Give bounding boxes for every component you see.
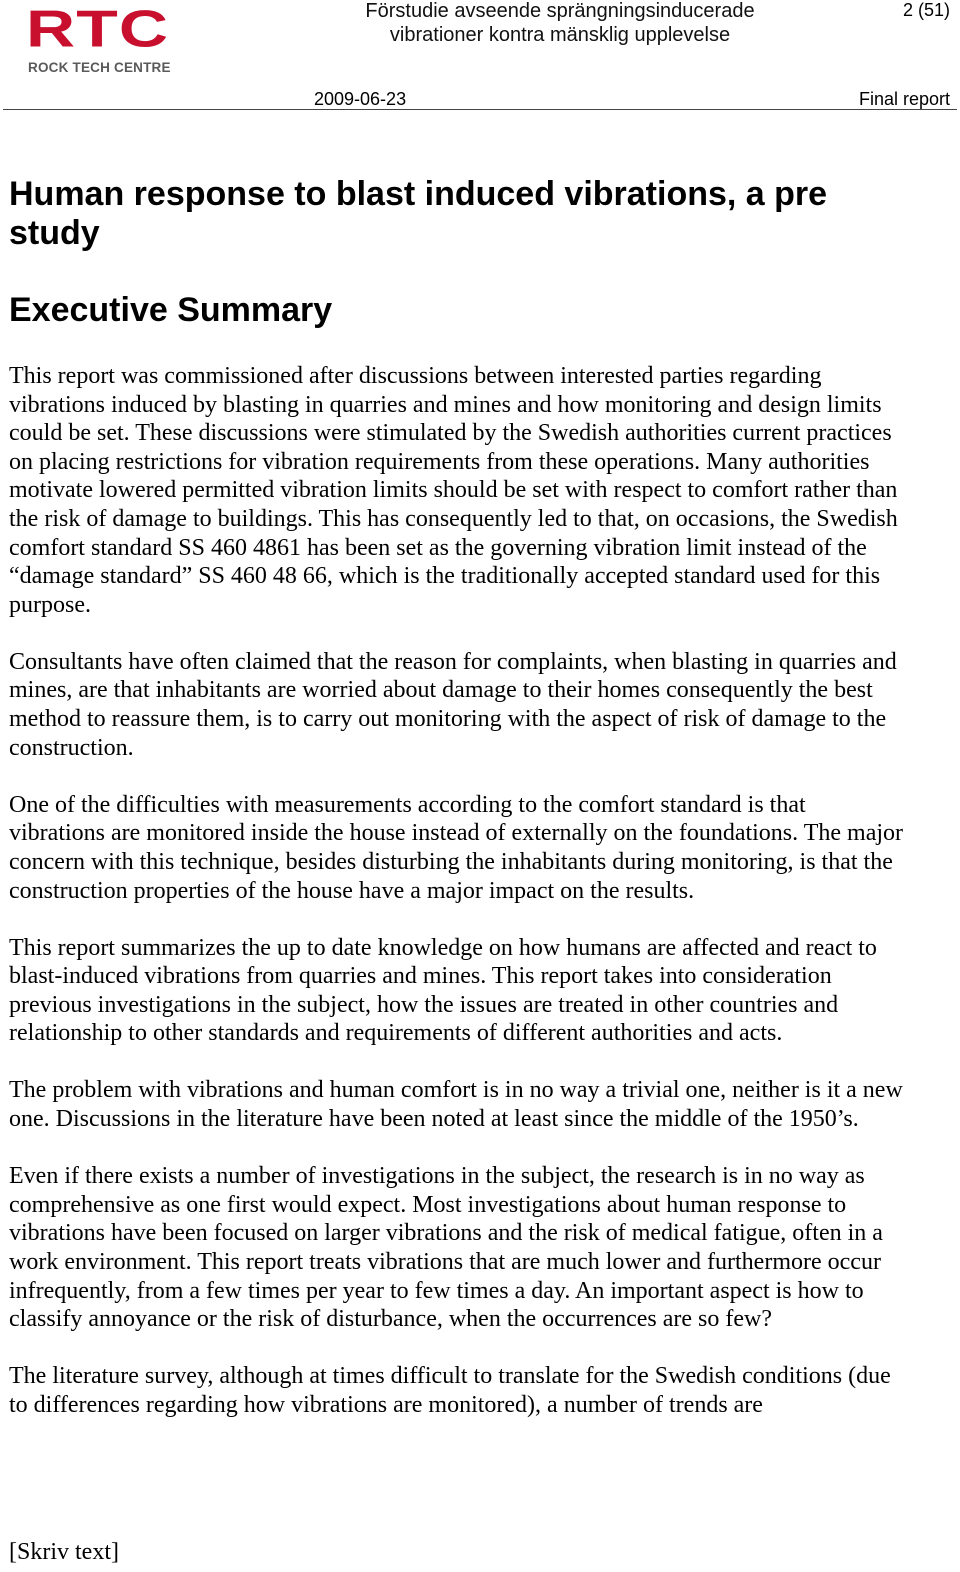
rtc-logo <box>26 0 216 75</box>
logo-text: RTC <box>26 0 170 59</box>
paragraph: This report summarizes the up to date knowledge on how humans are affected and react to blast-induced vibrations from quarries and mines. This report takes into consideration previous investigations in the subject, how the issues are treated in other countries and relationship to other standards and requirements of different authorities and acts. <box>9 934 877 1047</box>
paragraph: One of the difficulties with measurements according to the comfort standard is that vibrations are monitored inside the house instead of externally on the foundations. The major concern with this technique, besides disturbing the inhabitants during monitoring, is that the construction properties of the house have a major impact on the results. <box>9 791 903 904</box>
logo-subtitle: ROCK TECH CENTRE <box>28 60 171 75</box>
section-heading: Executive Summary <box>9 291 333 329</box>
document-date: 2009-06-23 <box>314 89 407 109</box>
page-title: Human response to blast induced vibrations, a pre study <box>9 175 828 252</box>
footer-placeholder: [Skriv text] <box>9 1539 119 1565</box>
header-divider <box>3 109 957 110</box>
paragraph: Consultants have often claimed that the reason for complaints, when blasting in quarries and mines, are that inhabitants are worried about damage to their homes consequently the best method to reassure them, is to carry out monitoring with the aspect of risk of damage to the construction. <box>9 648 897 761</box>
paragraph: Even if there exists a number of investigations in the subject, the research is in no way as comprehensive as one first would expect. Most investigations about human response to vibrations have been focused on larger vibrations and the risk of medical fatigue, often in a work environment. This report treats vibrations that are much lower and furthermore occur infrequently, from a few times per year to few times a day. An important aspect is how to classify annoyance or the risk of disturbance, when the occurrences are so few? <box>9 1163 883 1333</box>
report-type: Final report <box>858 89 950 109</box>
paragraph: This report was commissioned after discussions between interested parties regarding vibrations induced by blasting in quarries and mines and how monitoring and design limits could be set. These discussions were stimulated by the Swedish authorities current practices on placing restrictions for vibration requirements from these operations. Many authorities motivate lowered permitted vibration limits should be set with respect to comfort rather than the risk of damage to buildings. This has consequently led to that, on occasions, the Swedish comfort standard SS 460 4861 has been set as the governing vibration limit instead of the “damage standard” SS 460 48 66, which is the traditionally accepted standard used for this purpose. <box>9 363 898 618</box>
paragraph: The literature survey, although at times difficult to translate for the Swedish conditions (due to differences regarding how vibrations are monitored), a number of trends are <box>9 1363 891 1418</box>
paragraph: The problem with vibrations and human comfort is in no way a trivial one, neither is it a new one. Discussions in the literature have been noted at least since the middle of the 1950’s. <box>9 1077 903 1133</box>
document-title: Förstudie avseende sprängningsinducerade vibrationer kontra mänsklig upplevelse <box>365 0 755 46</box>
main-content <box>9 175 904 1448</box>
page-number: 2 (51) <box>902 0 950 20</box>
summary-body <box>9 362 904 1419</box>
